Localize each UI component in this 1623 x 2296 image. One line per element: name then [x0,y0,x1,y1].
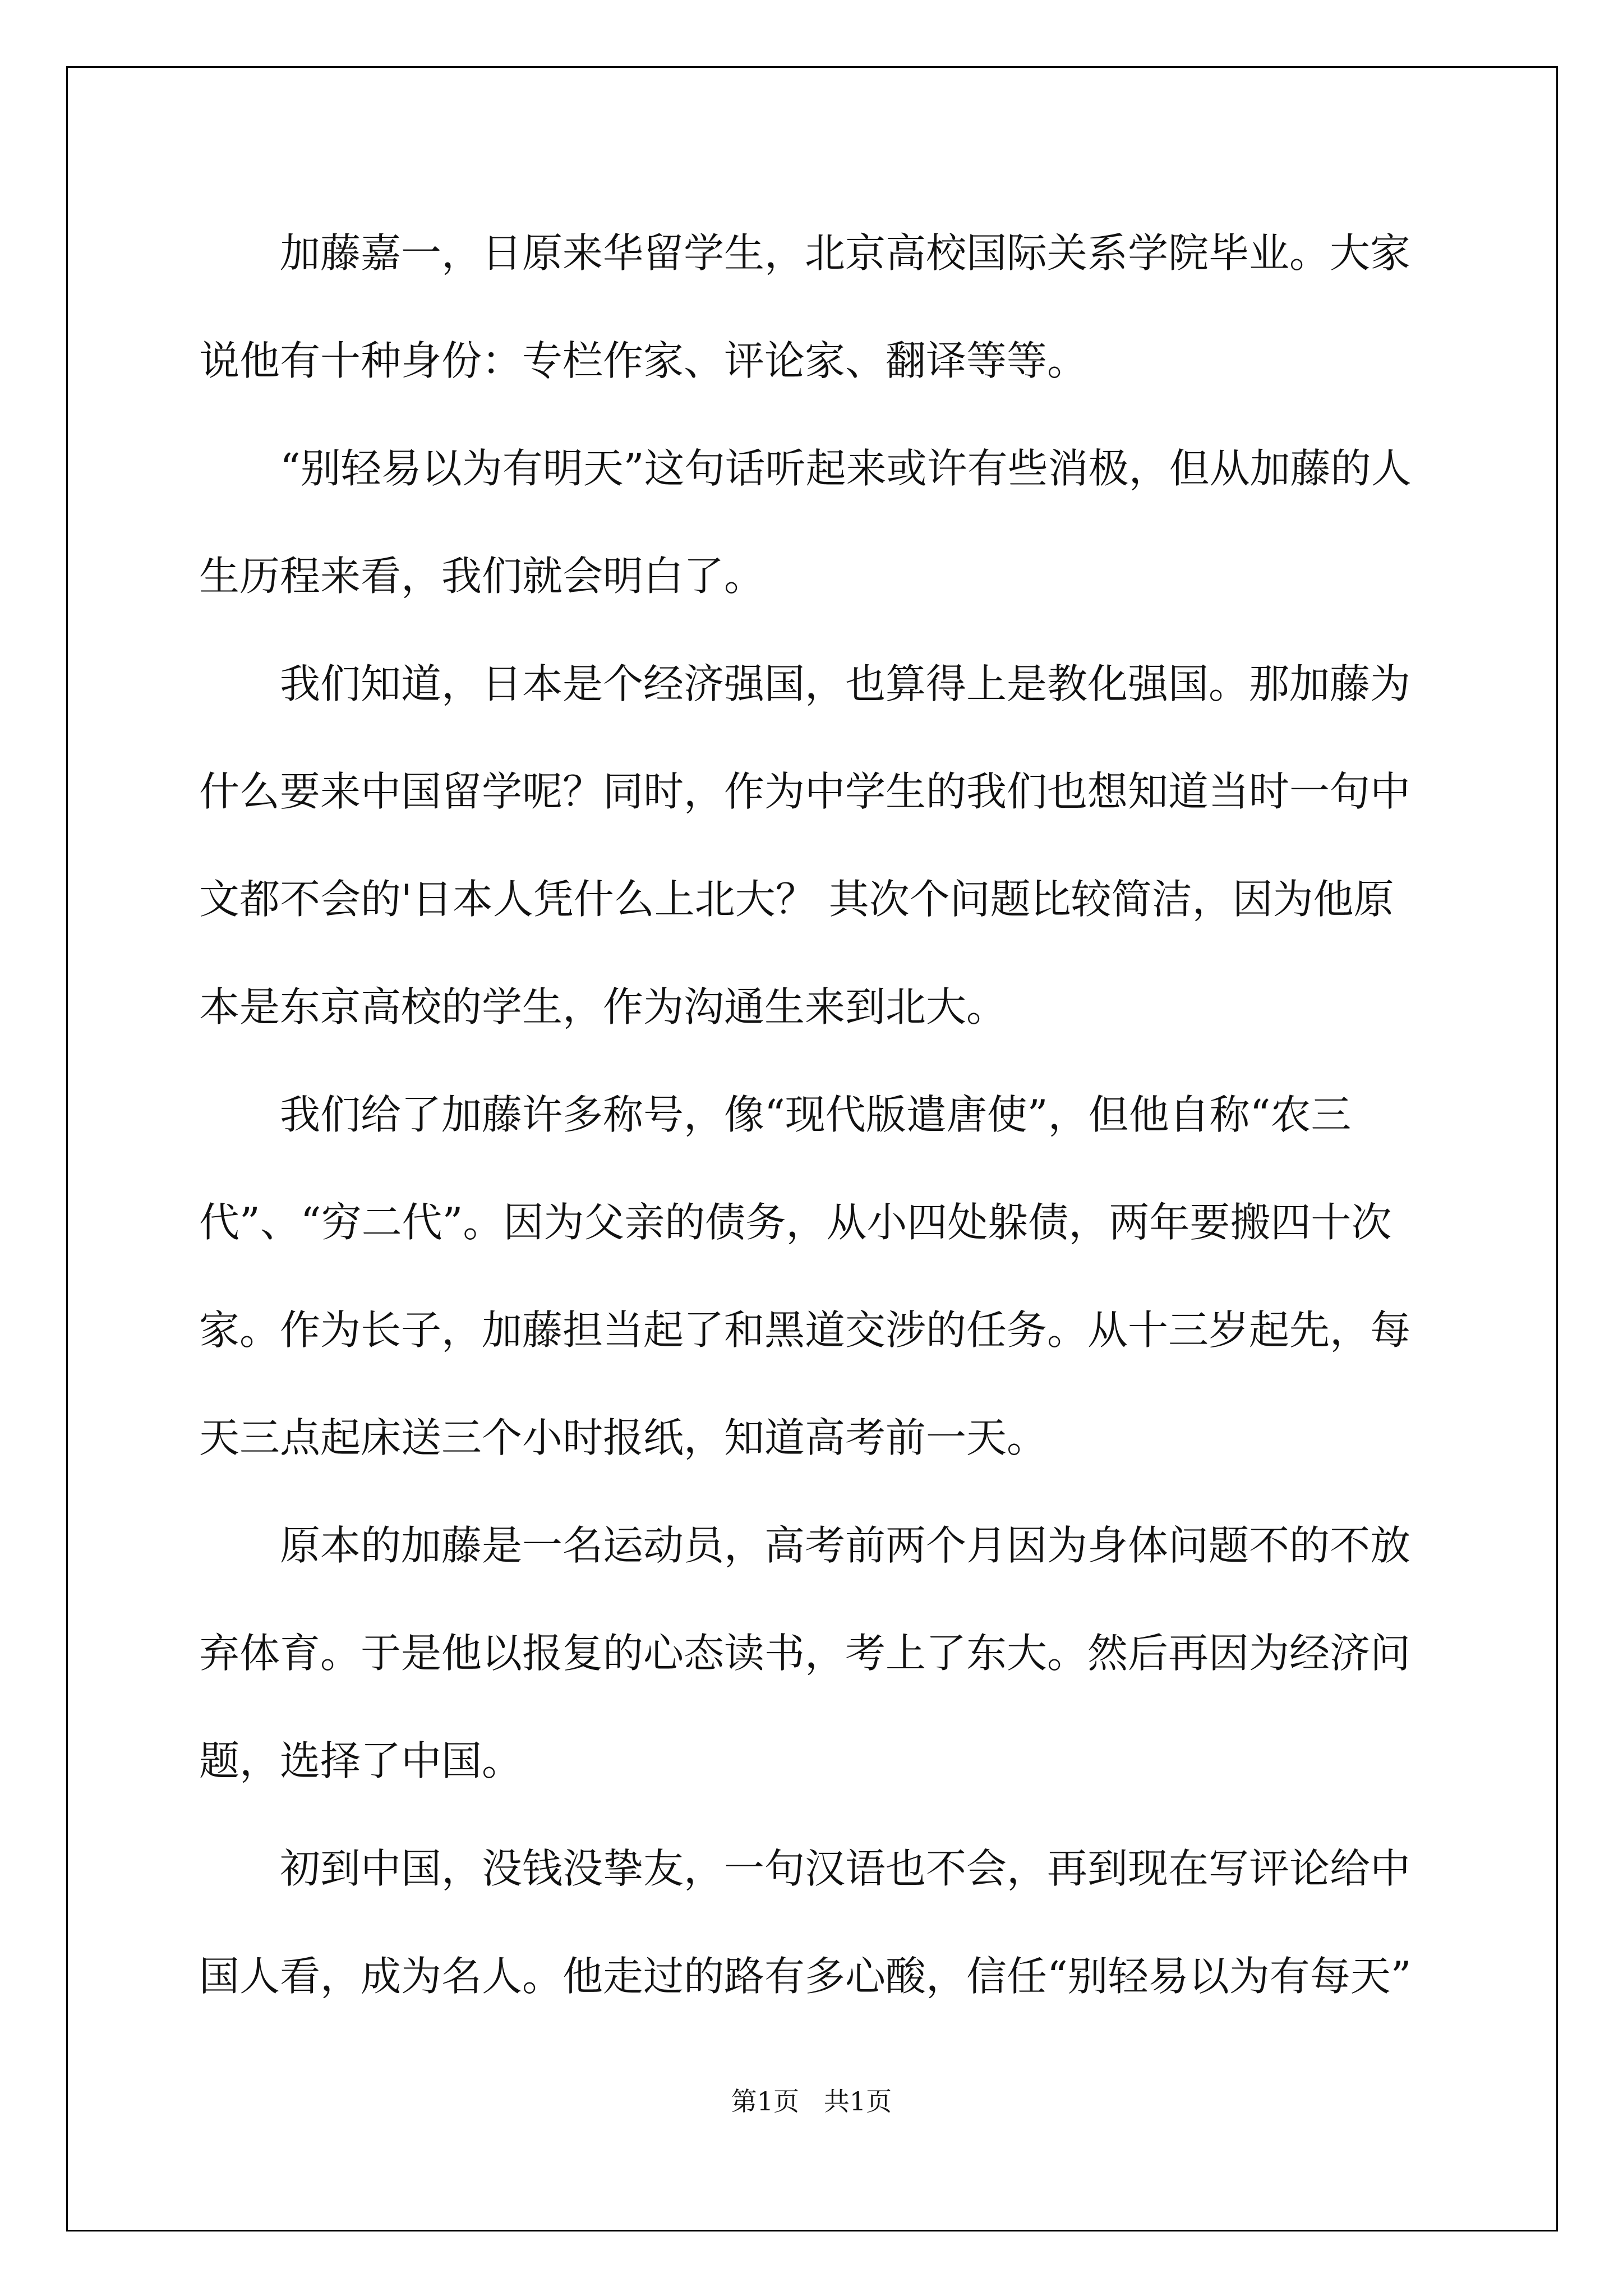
paragraph-1: 加藤嘉一，日原来华留学生，北京高校国际关系学院毕业。大家说他有十种身份：专栏作家、评论家、翻译等等。 [199,229,1411,384]
paragraph-3: 我们知道，日本是个经济强国，也算得上是教化强国。那加藤为什么要来中国留学呢？同时，作为中学生的我们也想知道当时一句中文都不会的'日本人凭什么上北大？ 其次个问题比较简洁，因为他原本是东京高校的学生，作为沟通生来到北大。 [199,660,1411,1030]
paragraph-2: “别轻易以为有明天”这句话听起来或许有些消极，但从加藤的人生历程来看，我们就会明白了。 [199,445,1412,600]
page-number-footer: 第1页 共1页 [731,2086,892,2116]
paragraph-4: 我们给了加藤许多称号，像“现代版遣唐使”，但他自称“农三代”、“穷二代”。因为父亲的债务，从小四处躲债，两年要搬四十次家。作为长子，加藤担当起了和黑道交涉的任务。从十三岁起先，每天三点起床送三个小时报纸，知道高考前一天。 [199,1091,1411,1461]
document-body [199,199,1427,2030]
paragraph-6: 初到中国，没钱没挚友，一句汉语也不会，再到现在写评论给中国人看，成为名人。他走过的路有多心酸，信任“别轻易以为有每天” [199,1845,1412,2000]
paragraph-5: 原本的加藤是一名运动员，高考前两个月因为身体问题不的不放弃体育。于是他以报复的心态读书，考上了东大。然后再因为经济问题，选择了中国。 [199,1522,1411,1784]
